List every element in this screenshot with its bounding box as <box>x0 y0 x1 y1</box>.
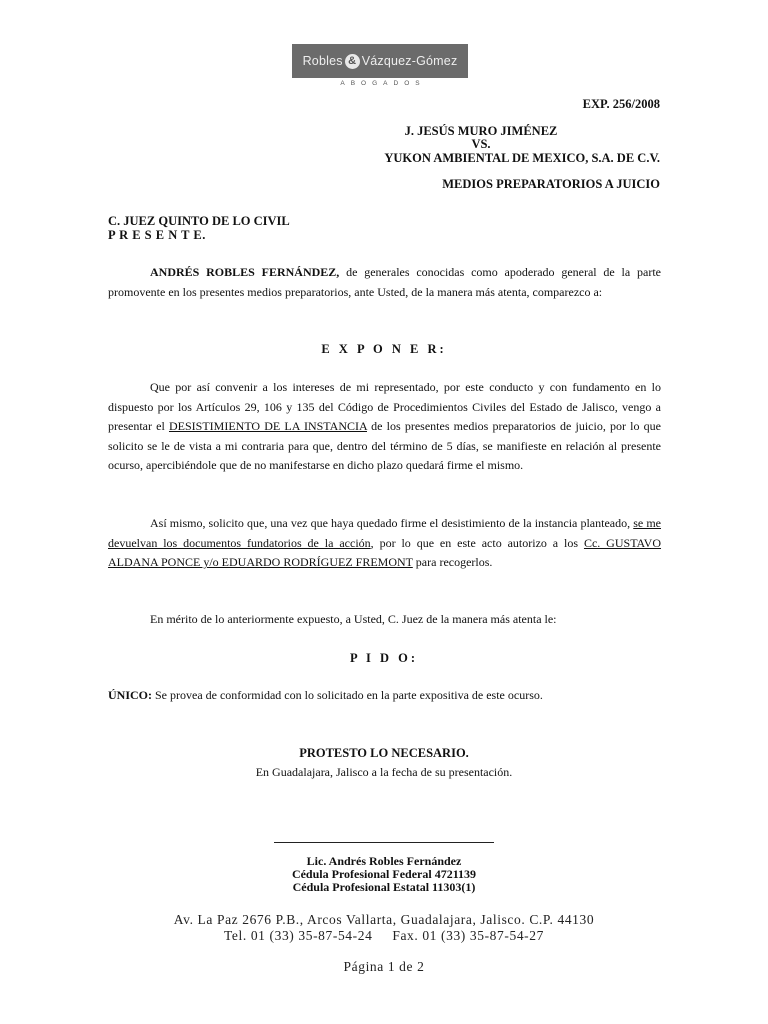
firm-logo <box>292 44 468 88</box>
p1-text-after: de los presentes medios preparatorios de juicio, por lo que solicito se le de vista a mi contraria para que, dentro del término de 5 días, se manifieste en relación al presente ocurso, apercibiéndole que de no manifestarse en dicho plazo quedará firme el mismo. <box>108 419 661 473</box>
p1-underlined: DESISTIMIENTO DE LA INSTANCIA <box>168 419 367 434</box>
logo-subtitle: ABOGADOS <box>340 80 426 87</box>
unico-text: Se provea de conformidad con lo solicitado en la parte expositiva de este ocurso. <box>152 688 543 702</box>
case-number: EXP. 256/2008 <box>582 97 660 111</box>
p1-text-before: Que por así convenir a los intereses de mi representado, por este conducto y con fundamento en lo dispuesto por los Artículos 29, 106 y 135 del Código de Procedimientos Civiles del Estado de Jalisco, vengo a presentar el <box>108 380 661 434</box>
protesto-line: PROTESTO LO NECESARIO. <box>299 746 469 760</box>
promovente-name: ANDRÉS ROBLES FERNÁNDEZ, <box>150 265 340 279</box>
signature-name: Lic. Andrés Robles Fernández <box>306 854 462 868</box>
p2-text-after: para recogerlos. <box>412 555 493 570</box>
versus: VS. <box>471 137 491 151</box>
proceeding-type: MEDIOS PREPARATORIOS A JUICIO <box>442 177 660 191</box>
intro-paragraph <box>108 263 661 302</box>
party-two: YUKON AMBIENTAL DE MEXICO, S.A. DE C.V. <box>384 151 660 165</box>
page-number: Página 1 de 2 <box>343 958 425 974</box>
logo-right-name: Vázquez-Gómez <box>361 54 458 68</box>
unico-label: ÚNICO: <box>108 688 152 702</box>
paragraph-desistimiento <box>108 378 661 476</box>
logo-ampersand: & <box>345 54 360 69</box>
party-one: J. JESÚS MURO JIMÉNEZ <box>404 124 558 138</box>
paragraph-merito: En mérito de lo anteriormente expuesto, a Usted, C. Juez de la manera más atenta le: <box>150 612 557 626</box>
signature-line <box>274 842 494 843</box>
p2-text-before: Así mismo, solicito que, una vez que haya quedado firme el desistimiento de la instancia planteado, <box>150 516 634 530</box>
unico-paragraph <box>108 686 661 706</box>
p2-underlined-documents: se me devuelvan los documentos fundatorios de la acción <box>108 516 661 550</box>
logo-left-name: Robles <box>302 54 343 68</box>
intro-text: de generales conocidas como apoderado general de la parte promovente en los presentes medios preparatorios, ante Usted, de la manera más atenta, comparezco a: <box>108 265 661 299</box>
signature-state-license: Cédula Profesional Estatal 11303(1) <box>292 880 476 894</box>
pido-heading: P I D O: <box>349 651 419 665</box>
p2-text-middle: , por lo que en este acto autorizo a los <box>370 535 584 550</box>
addressee-judge: C. JUEZ QUINTO DE LO CIVIL <box>108 214 290 228</box>
footer-phones: Tel. 01 (33) 35-87-54-24 Fax. 01 (33) 35-87-54-27 <box>224 927 544 943</box>
footer-address: Av. La Paz 2676 P.B., Arcos Vallarta, Guadalajara, Jalisco. C.P. 44130 <box>173 911 595 927</box>
paragraph-devolucion <box>108 514 661 573</box>
p2-underlined-authorized: Cc. GUSTAVO ALDANA PONCE y/o EDUARDO RODRÍGUEZ FREMONT <box>108 535 662 570</box>
logo-banner <box>292 44 468 78</box>
place-date-line: En Guadalajara, Jalisco a la fecha de su presentación. <box>255 765 513 779</box>
exponer-heading: E X P O N E R: <box>321 342 447 356</box>
addressee-presente: P R E S E N T E. <box>108 228 206 242</box>
signature-federal-license: Cédula Profesional Federal 4721139 <box>291 867 477 881</box>
